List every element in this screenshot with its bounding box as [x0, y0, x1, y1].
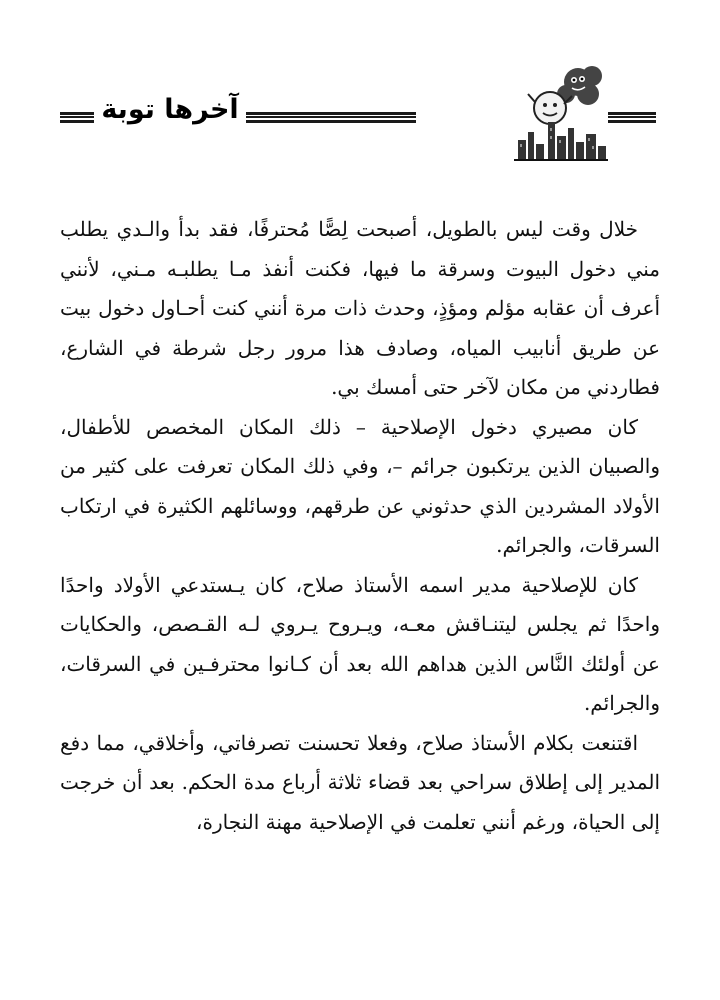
paragraph: اقتنعت بكلام الأستاذ صلاح، وفعلا تحسنت تصرفاتي، وأخلاقي، مما دفع المدير إلى إطلاق سراحي بعد قضاء ثلاثة أرباع مدة الحكم. بعد أن خرجت إلى الحياة، ورغم أنني تعلمت في الإصلاحية مهنة النجارة،	[60, 730, 660, 834]
chapter-title: آخرها توبة	[101, 94, 239, 125]
cartoon-city-logo-icon	[508, 62, 608, 162]
chapter-header	[0, 60, 720, 170]
header-rule-right	[608, 112, 656, 123]
paragraph: كان مصيري دخول الإصلاحية – ذلك المكان المخصص للأطفال، والصبيان الذين يرتكبون جرائم –، وفي ذلك المكان تعرفت على كثير من الأولاد المشردين الذي حدثوني عن طرقهم، ووسائلهم الكثيرة في ارتكاب السرقات، والجرائم.	[60, 414, 660, 557]
paragraph: كان للإصلاحية مدير اسمه الأستاذ صلاح، كان يـستدعي الأولاد واحدًا واحدًا ثم يجلس ليتنـاقش معـه، ويـروح يـروي لـه القـصص، والحكايات عن أولئك النَّاس الذين هداهم الله بعد أن كـانوا محترفـين في السرقات، والجرائم.	[60, 572, 660, 715]
paragraph: خلال وقت ليس بالطويل، أصبحت لِصًّا مُحترفًا، فقد بدأ والـدي يطلب مني دخول البيوت وسرقة ما فيها، فكنت أنفذ مـا يطلبـه مـني، لأنني أعرف أن عقابه مؤلم ومؤذٍ، وحدث ذات مرة أنني كنت أحـاول دخول بيت عن طريق أنابيب المياه، وصادف هذا مرور رجل شرطة في الشارع، فطاردني من مكان لآخر حتى أمسك بي.	[60, 217, 660, 399]
header-rule-middle	[246, 112, 416, 123]
story-body	[60, 210, 660, 842]
header-rule-left	[60, 112, 94, 123]
